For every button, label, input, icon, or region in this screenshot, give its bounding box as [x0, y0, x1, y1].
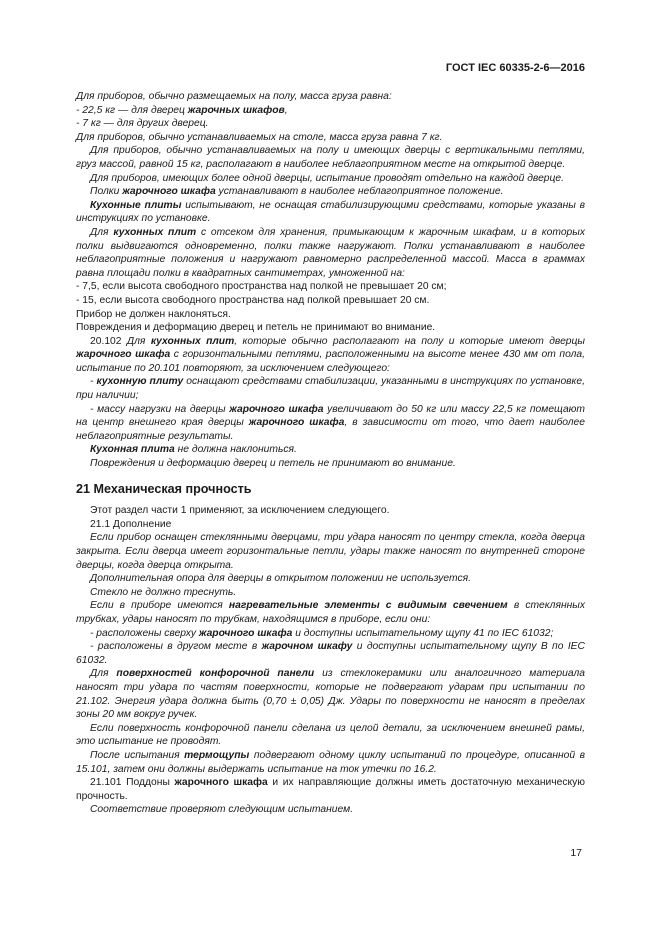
paragraph	[76, 144, 585, 171]
paragraph	[76, 518, 585, 532]
paragraph	[76, 335, 585, 376]
document-body	[76, 90, 585, 817]
text: с горизонтальными петлями, расположенными на высоте менее 430 мм от пола, испытание по 20.101 повторяют, за исключением следующего:	[76, 349, 585, 374]
term: жарочном шкафу	[261, 641, 353, 653]
paragraph	[76, 375, 585, 402]
text: с отсеком для хранения, примыкающим к жарочным шкафам, и в которых полки выдвигаются одновременно, полки также нагружают. Полки устанавливают в наиболее неблагоприятные положения и нагружают равномерно распределенной массой. Масса в граммах равна площади полки в квадратных сантиметрах, умноженной на:	[76, 226, 585, 279]
page-number: 17	[570, 847, 582, 859]
text: Повреждения и деформацию дверец и петель не принимают во внимание.	[76, 322, 436, 334]
paragraph	[76, 185, 585, 199]
paragraph	[76, 640, 585, 667]
text: - 15, если высота свободного пространства над полкой превышает 20 см.	[76, 294, 430, 306]
text: - массу нагрузки на дверцы	[90, 403, 230, 415]
paragraph	[76, 599, 585, 626]
paragraph	[76, 504, 585, 518]
paragraph	[76, 117, 585, 131]
paragraph	[76, 199, 585, 226]
term: жарочного шкафа	[198, 627, 293, 639]
term: жарочного шкафа	[174, 777, 268, 789]
paragraph	[76, 443, 585, 457]
term: жарочного шкафа	[248, 417, 345, 429]
section-heading: 21 Механическая прочность	[76, 481, 252, 496]
text: Если прибор оснащен стеклянными дверцами, три удара наносят по центру стекла, когда дверца закрыта. Если дверца имеет горизонтальные петли, удары также наносят по внутренней стороне дверцы, когда дверца открыта.	[76, 532, 585, 571]
paragraph	[76, 722, 585, 749]
paragraph	[76, 294, 585, 308]
text: Для приборов, обычно устанавливаемых на столе, масса груза равна 7 кг.	[76, 131, 443, 143]
paragraph	[76, 627, 585, 641]
term: термощупы	[184, 749, 250, 761]
text: - расположены сверху	[90, 627, 199, 639]
paragraph	[76, 572, 585, 586]
term: кухонную плиту	[96, 376, 184, 388]
text: из стеклокерамики или аналогичного материала наносят три удара по частям поверхности, которые не подвергают ударам при испытании по 21.102. Энергия удара должна быть (0,70 ± 0,05) Дж. Удары по поверхности не наносят в пределах зоны 20 мм вокруг ручек.	[76, 668, 585, 721]
paragraph	[76, 226, 585, 280]
text: Прибор не должен наклоняться.	[76, 308, 231, 320]
term: Кухонная плита	[90, 444, 175, 456]
text: в стеклянных трубках, удары наносят по трубкам, находящимся в приборе, если они:	[76, 600, 586, 625]
term: жарочного шкафа	[76, 349, 171, 361]
text: Дополнительная опора для дверцы в открытом положении не используется.	[90, 573, 471, 585]
term: жарочного шкафа	[122, 186, 216, 198]
text: оснащают средствами стабилизации, указанными в инструкциях по установке, при наличии;	[76, 376, 586, 402]
text: Полки	[90, 186, 123, 198]
term: нагревательные элементы с видимым свечением	[228, 600, 508, 612]
term: кухонных плит	[150, 335, 235, 347]
text: - 22,5 кг — для дверец	[76, 104, 188, 116]
term: Кухонные плиты	[90, 199, 182, 211]
text: и доступны испытательному щупу В по IEC 61032.	[76, 641, 585, 666]
text: -	[90, 376, 97, 388]
text: устанавливают в наиболее неблагоприятное положение.	[215, 186, 504, 198]
text: Повреждения и деформацию дверец и петель не принимают во внимание.	[90, 458, 456, 470]
paragraph	[76, 403, 585, 444]
document-header: ГОСТ IEC 60335-2-6—2016	[445, 62, 585, 74]
text: Для приборов, имеющих более одной дверцы, испытание проводят отдельно на каждой дверце.	[90, 172, 565, 184]
paragraph	[76, 803, 585, 817]
paragraph	[76, 586, 585, 600]
text: , в зависимости от того, что дает наиболее неблагоприятные результаты.	[76, 417, 586, 442]
text: Если в приборе имеются	[90, 600, 229, 612]
text: не должна наклониться.	[174, 444, 297, 456]
text: Для	[126, 335, 151, 347]
paragraph	[76, 776, 585, 803]
text: и их направляющие должны иметь достаточную механическую прочность.	[76, 777, 585, 802]
term: поверхностей конфорочной панели	[116, 668, 315, 680]
term: жарочного шкафа	[229, 403, 324, 415]
paragraph	[76, 172, 585, 186]
text: - 7,5, если высота свободного пространства над полкой не превышает 20 см;	[76, 281, 447, 293]
text: подвергают одному циклу испытаний по процедуре, описанной в 15.101, затем они должны выдержать испытание на ток утечки по 16.2.	[76, 749, 586, 775]
paragraph	[76, 457, 585, 471]
text: испытывают, не оснащая стабилизирующими средствами, которые указаны в инструкциях по установке.	[76, 199, 586, 225]
text: 20.102	[90, 335, 127, 347]
paragraph	[76, 131, 585, 145]
paragraph	[76, 667, 585, 721]
paragraph	[76, 531, 585, 572]
text: Если поверхность конфорочной панели сделана из целой детали, за исключением внешней рамы, это испытание не проводят.	[76, 722, 585, 748]
text: Стекло не должно треснуть.	[90, 586, 237, 598]
text: Этот раздел части 1 применяют, за исключением следующего.	[90, 505, 390, 517]
text: - 7 кг — для других дверец.	[76, 118, 209, 130]
text: , которые обычно располагают на полу и которые имеют дверцы	[234, 335, 585, 347]
text: 21.1 Дополнение	[90, 518, 172, 530]
paragraph	[76, 90, 585, 104]
text: Для	[90, 668, 117, 680]
text: После испытания	[90, 749, 185, 761]
paragraph	[76, 749, 585, 776]
paragraph	[76, 308, 585, 322]
text: и доступны испытательному щупу 41 по IEC 61032;	[292, 627, 554, 639]
text: Для	[90, 226, 114, 238]
text: Соответствие проверяют следующим испытанием.	[90, 804, 354, 816]
text: Для приборов, обычно устанавливаемых на полу и имеющих дверцы с вертикальными петлями, груз массой, равной 15 кг, располагают в наиболее неблагоприятном месте на открытой дверце.	[76, 145, 585, 170]
term: кухонных плит	[113, 226, 197, 238]
paragraph	[76, 280, 585, 294]
text: увеличивают до 50 кг или массу 22,5 кг помещают на центр внешнего края дверцы	[76, 403, 585, 429]
term: жарочных шкафов	[187, 104, 285, 116]
text: Для приборов, обычно размещаемых на полу, масса груза равна:	[76, 91, 392, 102]
paragraph	[76, 321, 585, 335]
text: - расположены в другом месте в	[90, 641, 262, 653]
paragraph	[76, 104, 585, 118]
text: 21.101 Поддоны	[90, 777, 175, 789]
text: ,	[284, 104, 288, 116]
